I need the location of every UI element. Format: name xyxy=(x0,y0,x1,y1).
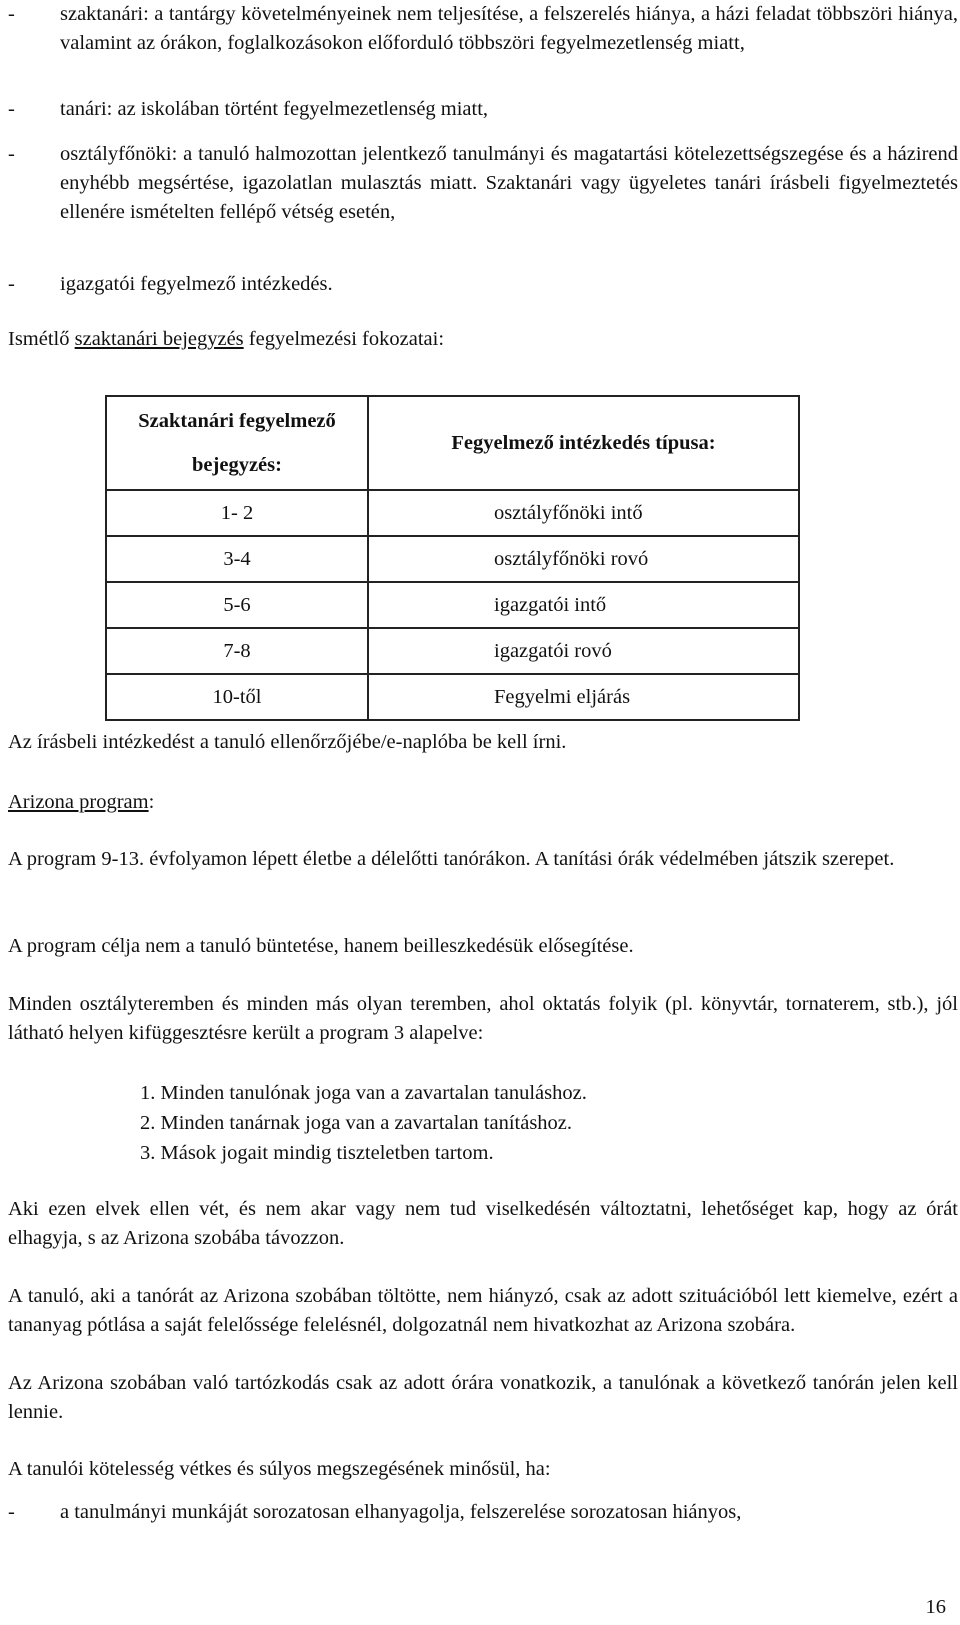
table-row xyxy=(106,582,799,628)
underlined-text: Arizona program xyxy=(8,791,149,813)
underlined-text: szaktanári bejegyzés xyxy=(74,328,244,350)
paragraph: A program célja nem a tanuló büntetése, hanem beilleszkedésük elősegítése. xyxy=(8,935,634,957)
list-item: a tanulmányi munkáját sorozatosan elhanyagolja, felszerelése sorozatosan hiányos, xyxy=(60,1501,742,1523)
page-number: 16 xyxy=(925,1596,946,1618)
paragraph: Az Arizona szobában való tartózkodás csak az adott órára vonatkozik, a tanulónak a következő tanórán jelen kell lennie. xyxy=(8,1372,958,1423)
table-cell: igazgatói intő xyxy=(368,582,799,628)
list-dash: - xyxy=(8,98,15,120)
table-header-row xyxy=(106,396,799,490)
table-cell: osztályfőnöki intő xyxy=(368,490,799,536)
list-item: szaktanári: a tantárgy követelményeinek nem teljesítése, a felszerelés hiánya, a házi feladat többszöri hiánya, valamint az órákon, foglalkozásokon előforduló többszöri fegyelmezetlenség miatt, xyxy=(60,3,958,54)
table-intro: Ismétlő szaktanári bejegyzés fegyelmezési fokozatai: xyxy=(8,328,445,350)
table-row xyxy=(106,490,799,536)
list-dash: - xyxy=(8,3,15,25)
list-item: tanári: az iskolában történt fegyelmezetlenség miatt, xyxy=(60,98,489,120)
paragraph: Aki ezen elvek ellen vét, és nem akar vagy nem tud viselkedésén változtatni, lehetőséget kap, hogy az órát elhagyja, s az Arizona szobába távozzon. xyxy=(8,1198,958,1249)
table-cell: igazgatói rovó xyxy=(368,628,799,674)
table-header: Fegyelmező intézkedés típusa: xyxy=(368,396,799,490)
table-row xyxy=(106,536,799,582)
table-cell: 7-8 xyxy=(106,628,368,674)
principle-item: 3. Mások jogait mindig tiszteletben tartom. xyxy=(140,1142,494,1164)
paragraph: A tanuló, aki a tanórát az Arizona szobában töltötte, nem hiányzó, csak az adott szituációból lett kiemelve, ezért a tananyag pótlása a saját felelőssége felelésnél, dolgozatnál nem hivatkozhat az Arizona szobára. xyxy=(8,1285,958,1336)
table-cell: 5-6 xyxy=(106,582,368,628)
paragraph: A tanulói kötelesség vétkes és súlyos megszegésének minősül, ha: xyxy=(8,1458,551,1480)
table-cell: Fegyelmi eljárás xyxy=(368,674,799,720)
table-cell: 3-4 xyxy=(106,536,368,582)
paragraph: Minden osztályteremben és minden más olyan teremben, ahol oktatás folyik (pl. könyvtár, tornaterem, stb.), jól látható helyen kifüggesztésre került a program 3 alapelve: xyxy=(8,993,958,1044)
principle-item: 1. Minden tanulónak joga van a zavartalan tanuláshoz. xyxy=(140,1082,587,1104)
arizona-heading: Arizona program: xyxy=(8,791,155,813)
list-item: igazgatói fegyelmező intézkedés. xyxy=(60,273,333,295)
discipline-table xyxy=(105,395,800,721)
list-dash: - xyxy=(8,1501,15,1523)
table-row xyxy=(106,674,799,720)
table-header: Szaktanári fegyelmező bejegyzés: xyxy=(106,396,368,490)
list-item: osztályfőnöki: a tanuló halmozottan jelentkező tanulmányi és magatartási kötelezettségszegése és a házirend enyhébb megsértése, igazolatlan mulasztás miatt. Szaktanári vagy ügyeletes tanári írásbeli figyelmeztetés ellenére ismételten fellépő vétség esetén, xyxy=(60,143,958,223)
paragraph: A program 9-13. évfolyamon lépett életbe a délelőtti tanórákon. A tanítási órák védelmében játszik szerepet. xyxy=(8,848,895,870)
after-table-text: Az írásbeli intézkedést a tanuló ellenőrzőjébe/e-naplóba be kell írni. xyxy=(8,731,567,753)
principle-item: 2. Minden tanárnak joga van a zavartalan tanításhoz. xyxy=(140,1112,573,1134)
list-dash: - xyxy=(8,143,15,165)
list-dash: - xyxy=(8,273,15,295)
table-cell: 1- 2 xyxy=(106,490,368,536)
table-cell: 10-től xyxy=(106,674,368,720)
table-cell: osztályfőnöki rovó xyxy=(368,536,799,582)
table-row xyxy=(106,628,799,674)
